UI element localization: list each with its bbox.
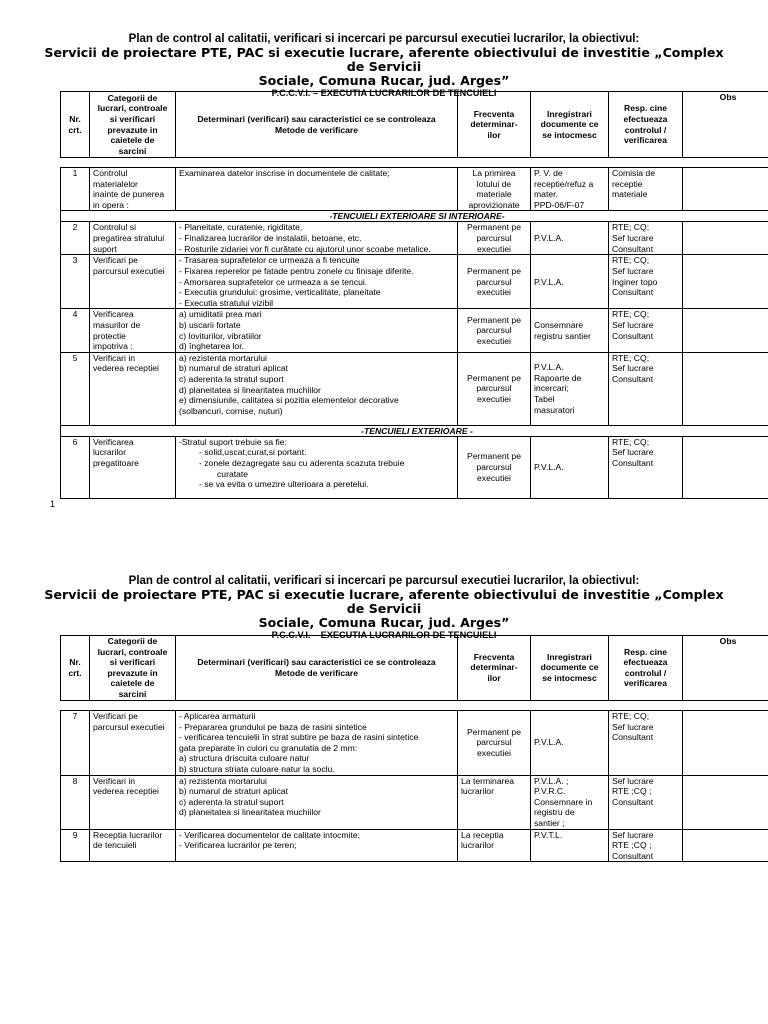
row-frecventa: La receptia lucrarilor	[458, 829, 531, 862]
row-determinari: - Trasarea suprafetelor ce urmeaza a fi tencuite - Fixarea reperelor pe fatade pentru zonele cu finisaje diferite. - Amorsarea suprafetelor ce urmeaza a se tencui. - Executia grundului: grosime, verticalitate, planeitate - Executia stratului vizibil	[176, 255, 458, 309]
section-title: -TENCUIELI EXTERIOARE -	[61, 425, 768, 436]
row-determinari: - Verificarea documentelor de calitate intocmite; - Verificarea lucrarilor pe teren;	[176, 829, 458, 862]
row-resp: RTE; CQ; Sef lucrare Consultant	[609, 711, 683, 776]
header-line-2b: Sociale, Comuna Rucar, jud. Arges”	[258, 615, 510, 630]
col-nr: Nr. crt.	[61, 636, 90, 701]
row-resp: Sef lucrare RTE ;CQ ; Consultant	[609, 829, 683, 862]
col-frecventa: Frecventa determinar- ilor	[458, 92, 531, 158]
col-frecventa: Frecventa determinar- ilor	[458, 636, 531, 701]
col-inregistrari: Inregistrari documente ce se intocmesc	[531, 636, 609, 701]
row-inregistrari: P.V.L.A. Rapoarte de incercari; Tabel masuratori	[531, 352, 609, 425]
table-row	[61, 775, 768, 829]
row-obs	[683, 168, 768, 211]
col-resp: Resp. cine efectueaza controlul / verificarea	[609, 636, 683, 701]
row-categorie: Verificari pe parcursul executiei	[90, 255, 176, 309]
table-row	[61, 829, 768, 862]
row-inregistrari: P.V.T.L.	[531, 829, 609, 862]
row-determinari: - Aplicarea armaturii - Prepararea grundului pe baza de rasini sintetice - verificarea tencuielii în strat subtire pe baza de rasini sintetice gata preparate în culori cu granulatia de 2 mm: a) structura driscuita culoare natur b) structura striata culoare natur la soclu.	[176, 711, 458, 776]
row-frecventa: Permanent pe parcursul executiei	[458, 222, 531, 255]
row-categorie: Controlul si pregatirea stratului suport	[90, 222, 176, 255]
row-categorie: Verificarea lucrarilor pregatitoare	[90, 436, 176, 498]
row-resp: RTE; CQ; Sef lucrare Consultant	[609, 222, 683, 255]
row-determinari: a) rezistenta mortarului b) numarul de straturi aplicat c) aderenta la stratul suport d) planeitatea si linearitatea muchiilor	[176, 775, 458, 829]
header-table	[60, 635, 768, 701]
row-nr: 2	[61, 222, 90, 255]
row-obs	[683, 309, 768, 352]
row-obs	[683, 352, 768, 425]
header-line-2a: Servicii de proiectare PTE, PAC si executie lucrare, aferente obiectivului de investitie „Complex de Servicii	[44, 587, 724, 616]
section-row	[61, 211, 768, 222]
row-obs	[683, 711, 768, 776]
table-row	[61, 222, 768, 255]
row-inregistrari: P.V.L.A.	[531, 222, 609, 255]
row-frecventa: Permanent pe parcursul executiei	[458, 711, 531, 776]
table-row	[61, 711, 768, 776]
col-determinari: Determinari (verificari) sau caracteristici ce se controleaza Metode de verificare	[176, 636, 458, 701]
data-table-page-1	[60, 167, 768, 499]
document-header	[0, 575, 768, 641]
row-resp: RTE; CQ; Sef lucrare Consultant	[609, 309, 683, 352]
row-obs	[683, 222, 768, 255]
row-nr: 3	[61, 255, 90, 309]
row-frecventa: La primirea lotului de materiale aprovizionate	[458, 168, 531, 211]
col-determinari: Determinari (verificari) sau caracteristici ce se controleaza Metode de verificare	[176, 92, 458, 158]
col-inregistrari: Inregistrari documente ce se intocmesc	[531, 92, 609, 158]
header-line-3: P.C.C.V.I. – EXECUTIA LUCRARILOR DE TENCUIELI	[271, 88, 497, 98]
row-categorie: Verificarea masurilor de protectie impotriva :	[90, 309, 176, 352]
row-inregistrari: P.V.L.A.	[531, 255, 609, 309]
col-categorii: Categorii de lucrari, controale si verificari prevazute in caietele de sarcini	[90, 92, 176, 158]
row-obs	[683, 255, 768, 309]
col-categorii: Categorii de lucrari, controale si verificari prevazute in caietele de sarcini	[90, 636, 176, 701]
col-resp: Resp. cine efectueaza controlul / verificarea	[609, 92, 683, 158]
row-categorie: Receptia lucrarilor de tencuieli	[90, 829, 176, 862]
row-nr: 8	[61, 775, 90, 829]
table-row	[61, 168, 768, 211]
row-determinari: a) umiditatii prea mari b) uscarii fortate c) loviturilor, vibratiilor d) înghetarea lor.	[176, 309, 458, 352]
row-nr: 4	[61, 309, 90, 352]
row-determinari: a) rezistenta mortarului b) numarul de straturi aplicat c) aderenta la stratul suport d) planeitatea si linearitatea muchiilor e) dimensiunile, calitatea si pozitia elementelor decorative (solbancuri, cornise, nuturi)	[176, 352, 458, 425]
header-line-2b: Sociale, Comuna Rucar, jud. Arges”	[258, 73, 510, 88]
col-nr: Nr. crt.	[61, 92, 90, 158]
row-resp: Comisia de receptie materiale	[609, 168, 683, 211]
row-frecventa: Permanent pe parcursul executiei	[458, 309, 531, 352]
row-obs	[683, 829, 768, 862]
table-row	[61, 255, 768, 309]
row-nr: 5	[61, 352, 90, 425]
row-resp: RTE; CQ; Sef lucrare Inginer topo Consultant	[609, 255, 683, 309]
row-determinari: Examinarea datelor inscrise in documentele de calitate;	[176, 168, 458, 211]
row-resp: Sef lucrare RTE ;CQ ; Consultant	[609, 775, 683, 829]
row-inregistrari: P.V.L.A.	[531, 711, 609, 776]
row-frecventa: Permanent pe parcursul executiei	[458, 352, 531, 425]
row-frecventa: Permanent pe parcursul executiei	[458, 436, 531, 498]
row-categorie: Verificari in vederea receptiei	[90, 352, 176, 425]
header-table	[60, 91, 768, 158]
section-row	[61, 425, 768, 436]
row-determinari: - Planeitate, curatenie, rigiditate, - Finalizarea lucrarilor de instalatii, betoane, etc. - Rosturile zidariei vor fi curătate cu ajutorul unor scoabe metalice.	[176, 222, 458, 255]
row-nr: 9	[61, 829, 90, 862]
table-row	[61, 352, 768, 425]
page-number: 1	[50, 499, 56, 509]
row-nr: 6	[61, 436, 90, 498]
col-obs: Obs	[683, 636, 768, 701]
row-inregistrari: P.V.L.A.	[531, 436, 609, 498]
header-line-2a: Servicii de proiectare PTE, PAC si executie lucrare, aferente obiectivului de investitie „Complex de Servicii	[44, 45, 724, 74]
row-categorie: Controlul materialelor inainte de punerea in opera :	[90, 168, 176, 211]
header-line-3: P.C.C.V.I. – EXECUTIA LUCRARILOR DE TENCUIELI	[271, 630, 497, 640]
row-resp: RTE; CQ; Sef lucrare Consultant	[609, 436, 683, 498]
section-title: -TENCUIELI EXTERIOARE SI INTERIOARE-	[61, 211, 768, 222]
row-determinari: -Stratul suport trebuie sa fie: - solid,uscat,curat,si portant. - zonele dezagregate sau cu aderenta scazuta trebuie curatate - se va evita o umezire ulterioara a peretelui.	[176, 436, 458, 498]
data-table-page-2	[60, 710, 768, 862]
header-line-1: Plan de control al calitatii, verificari si incercari pe parcursul executiei lucrarilor, la obiectivul:	[128, 33, 640, 45]
document-header	[0, 33, 768, 99]
row-categorie: Verificari pe parcursul executiei	[90, 711, 176, 776]
table-row	[61, 309, 768, 352]
row-resp: RTE; CQ; Sef lucrare Consultant	[609, 352, 683, 425]
row-frecventa: La terminarea lucrarilor	[458, 775, 531, 829]
row-inregistrari: P. V. de receptie/refuz a mater. PPD-06/F-07	[531, 168, 609, 211]
row-nr: 1	[61, 168, 90, 211]
row-inregistrari: Consemnare registru santier	[531, 309, 609, 352]
row-categorie: Verificari in vederea receptiei	[90, 775, 176, 829]
row-frecventa: Permanent pe parcursul executiei	[458, 255, 531, 309]
row-inregistrari: P.V.L.A. ; P.V.R.C. Consemnare in registru de santier ;	[531, 775, 609, 829]
row-obs	[683, 436, 768, 498]
row-nr: 7	[61, 711, 90, 776]
header-line-1: Plan de control al calitatii, verificari si incercari pe parcursul executiei lucrarilor, la obiectivul:	[128, 575, 640, 587]
row-obs	[683, 775, 768, 829]
table-row	[61, 436, 768, 498]
col-obs: Obs	[683, 92, 768, 158]
